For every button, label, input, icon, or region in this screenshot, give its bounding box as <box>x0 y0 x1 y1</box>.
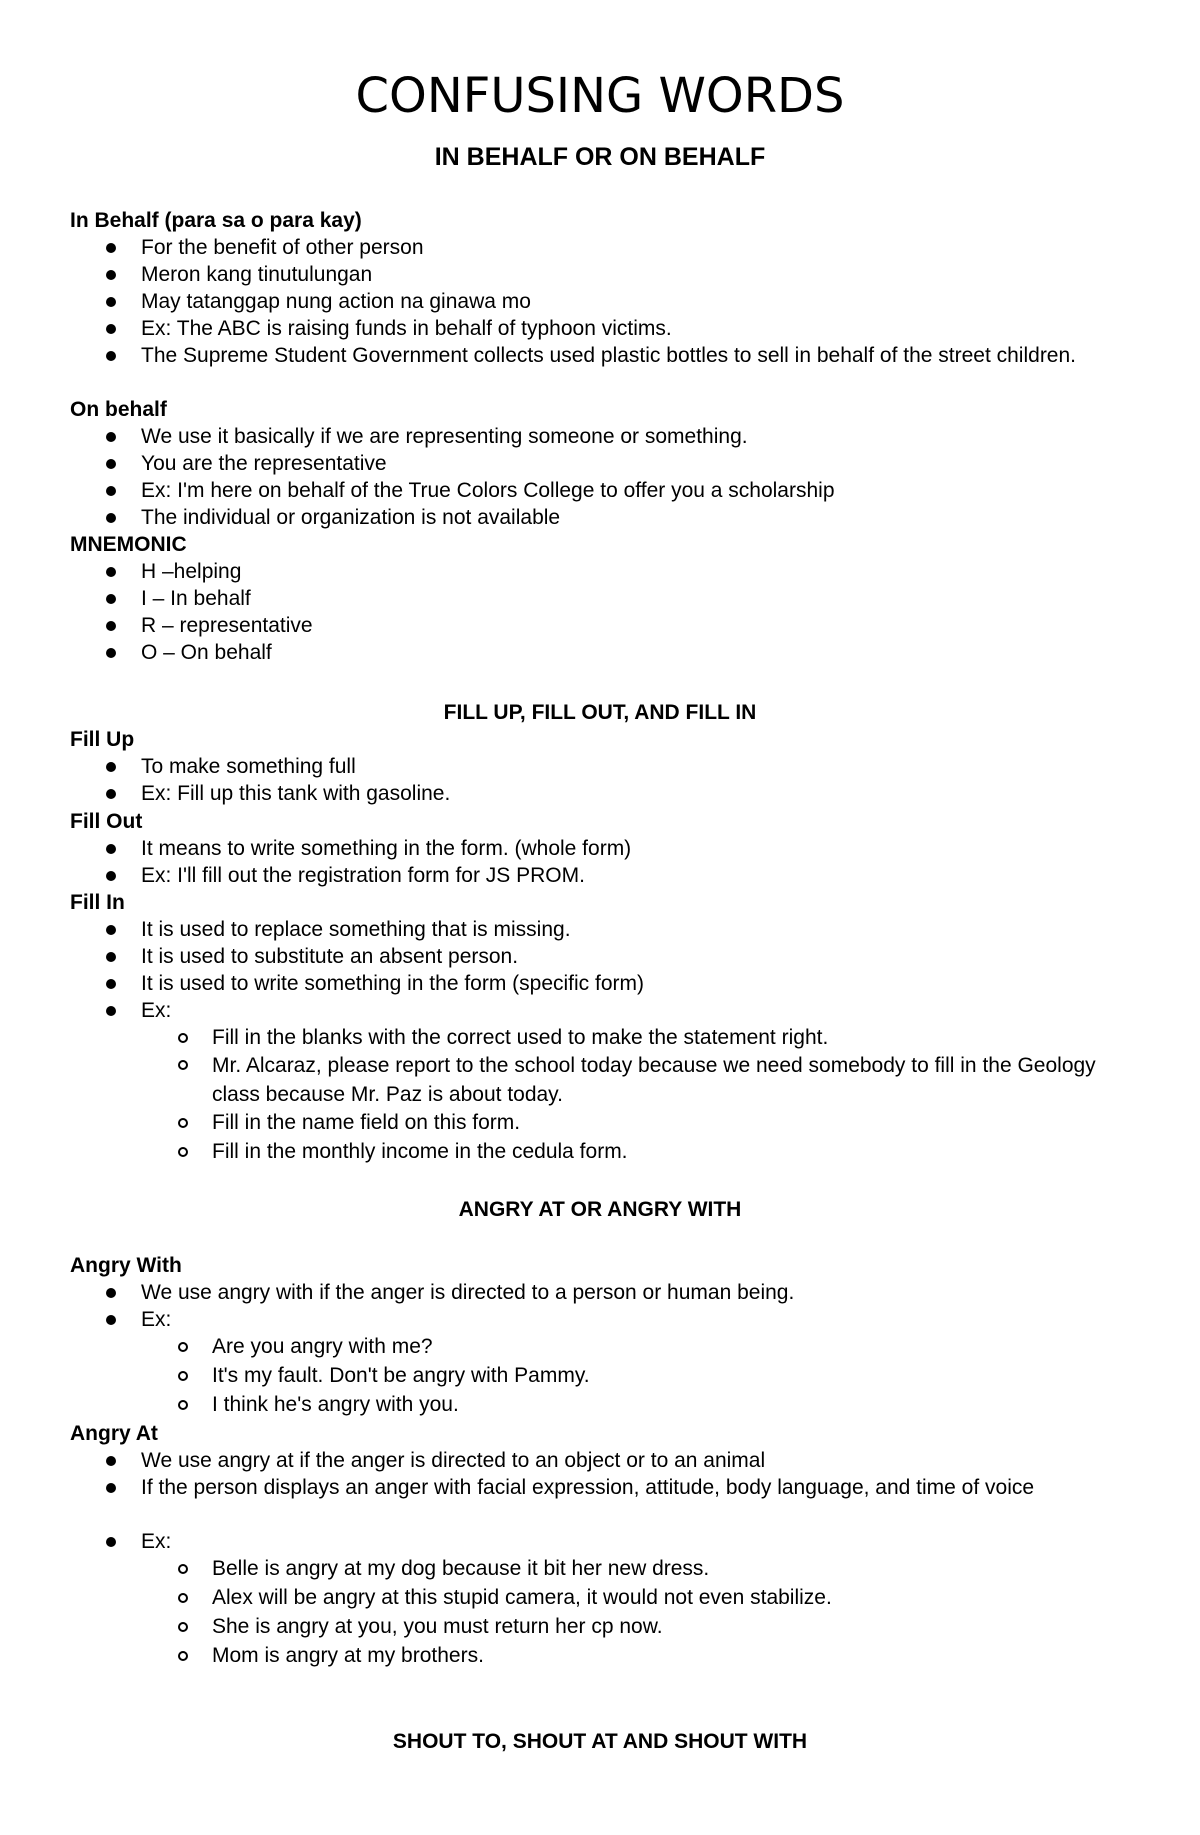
bullet-icon <box>106 789 116 799</box>
list-item: We use it basically if we are representing someone or something. <box>141 423 1121 450</box>
circle-bullet-icon <box>178 1033 188 1043</box>
subheading-angry-at: Angry At <box>70 1422 158 1445</box>
subheading-mnemonic: MNEMONIC <box>70 533 187 556</box>
sub-list-item: Alex will be angry at this stupid camera, it would not even stabilize. <box>212 1584 1122 1611</box>
bullet-icon <box>106 621 116 631</box>
sub-list-item: I think he's angry with you. <box>212 1391 1122 1418</box>
section-heading-fill: FILL UP, FILL OUT, AND FILL IN <box>443 701 757 724</box>
bullet-icon <box>106 567 116 577</box>
list-item: Ex: I'm here on behalf of the True Colors College to offer you a scholarship <box>141 477 1121 504</box>
sub-list-item: Belle is angry at my dog because it bit her new dress. <box>212 1555 1122 1582</box>
bullet-icon <box>106 432 116 442</box>
bullet-icon <box>106 351 116 361</box>
subheading-on-behalf: On behalf <box>70 398 167 421</box>
circle-bullet-icon <box>178 1400 188 1410</box>
subheading-fill-out: Fill Out <box>70 810 143 833</box>
bullet-icon <box>106 1483 116 1493</box>
list-item: Ex: Fill up this tank with gasoline. <box>141 780 1121 807</box>
bullet-icon <box>106 1315 116 1325</box>
list-item: It is used to replace something that is missing. <box>141 916 1121 943</box>
list-item: To make something full <box>141 753 1121 780</box>
subheading-fill-in: Fill In <box>70 891 125 914</box>
bullet-icon <box>106 1537 116 1547</box>
section-heading-angry: ANGRY AT OR ANGRY WITH <box>458 1198 742 1221</box>
list-item: Meron kang tinutulungan <box>141 261 1121 288</box>
sub-list-item: She is angry at you, you must return her cp now. <box>212 1613 1122 1640</box>
circle-bullet-icon <box>178 1342 188 1352</box>
bullet-icon <box>106 270 116 280</box>
list-item: If the person displays an anger with facial expression, attitude, body language, and time of voice <box>141 1474 1121 1501</box>
bullet-icon <box>106 1288 116 1298</box>
bullet-icon <box>106 243 116 253</box>
sub-list-item: Are you angry with me? <box>212 1333 1122 1360</box>
bullet-icon <box>106 513 116 523</box>
bullet-icon <box>106 844 116 854</box>
list-item: O – On behalf <box>141 639 1121 666</box>
list-item: I – In behalf <box>141 585 1121 612</box>
sub-list-item: Fill in the blanks with the correct used to make the statement right. <box>212 1024 1122 1051</box>
section-heading-behalf: IN BEHALF OR ON BEHALF <box>434 143 766 171</box>
list-item: It is used to write something in the form (specific form) <box>141 970 1121 997</box>
sub-list-item: Mom is angry at my brothers. <box>212 1642 1122 1669</box>
list-item: Ex: The ABC is raising funds in behalf of typhoon victims. <box>141 315 1121 342</box>
subheading-angry-with: Angry With <box>70 1254 182 1277</box>
bullet-icon <box>106 297 116 307</box>
circle-bullet-icon <box>178 1371 188 1381</box>
circle-bullet-icon <box>178 1651 188 1661</box>
list-item: Ex: <box>141 997 1121 1024</box>
list-item: May tatanggap nung action na ginawa mo <box>141 288 1121 315</box>
list-item: We use angry with if the anger is directed to a person or human being. <box>141 1279 1121 1306</box>
bullet-icon <box>106 762 116 772</box>
sub-list-item: Mr. Alcaraz, please report to the school today because we need somebody to fill in the Geology class because Mr. Paz is about today. <box>212 1051 1122 1109</box>
bullet-icon <box>106 459 116 469</box>
list-item: The Supreme Student Government collects used plastic bottles to sell in behalf of the street children. <box>141 342 1121 369</box>
bullet-icon <box>106 648 116 658</box>
list-item: Ex: I'll fill out the registration form for JS PROM. <box>141 862 1121 889</box>
list-item: We use angry at if the anger is directed to an object or to an animal <box>141 1447 1121 1474</box>
circle-bullet-icon <box>178 1564 188 1574</box>
list-item: For the benefit of other person <box>141 234 1121 261</box>
list-item: R – representative <box>141 612 1121 639</box>
section-heading-shout: SHOUT TO, SHOUT AT AND SHOUT WITH <box>392 1730 808 1753</box>
list-item: It is used to substitute an absent person. <box>141 943 1121 970</box>
list-item: It means to write something in the form. (whole form) <box>141 835 1121 862</box>
list-item: Ex: <box>141 1306 1121 1333</box>
circle-bullet-icon <box>178 1593 188 1603</box>
bullet-icon <box>106 486 116 496</box>
bullet-icon <box>106 979 116 989</box>
subheading-in-behalf: In Behalf (para sa o para kay) <box>70 209 362 232</box>
list-item: H –helping <box>141 558 1121 585</box>
bullet-icon <box>106 1456 116 1466</box>
bullet-icon <box>106 925 116 935</box>
list-item: Ex: <box>141 1528 1121 1555</box>
sub-list-item: Fill in the name field on this form. <box>212 1109 1122 1136</box>
page-title: CONFUSING WORDS <box>355 68 845 124</box>
bullet-icon <box>106 1006 116 1016</box>
circle-bullet-icon <box>178 1060 188 1070</box>
circle-bullet-icon <box>178 1118 188 1128</box>
bullet-icon <box>106 594 116 604</box>
sub-list-item: Fill in the monthly income in the cedula form. <box>212 1138 1122 1165</box>
bullet-icon <box>106 952 116 962</box>
sub-list-item: It's my fault. Don't be angry with Pammy. <box>212 1362 1122 1389</box>
bullet-icon <box>106 871 116 881</box>
subheading-fill-up: Fill Up <box>70 728 135 751</box>
list-item: You are the representative <box>141 450 1121 477</box>
circle-bullet-icon <box>178 1622 188 1632</box>
list-item: The individual or organization is not available <box>141 504 1121 531</box>
circle-bullet-icon <box>178 1147 188 1157</box>
bullet-icon <box>106 324 116 334</box>
